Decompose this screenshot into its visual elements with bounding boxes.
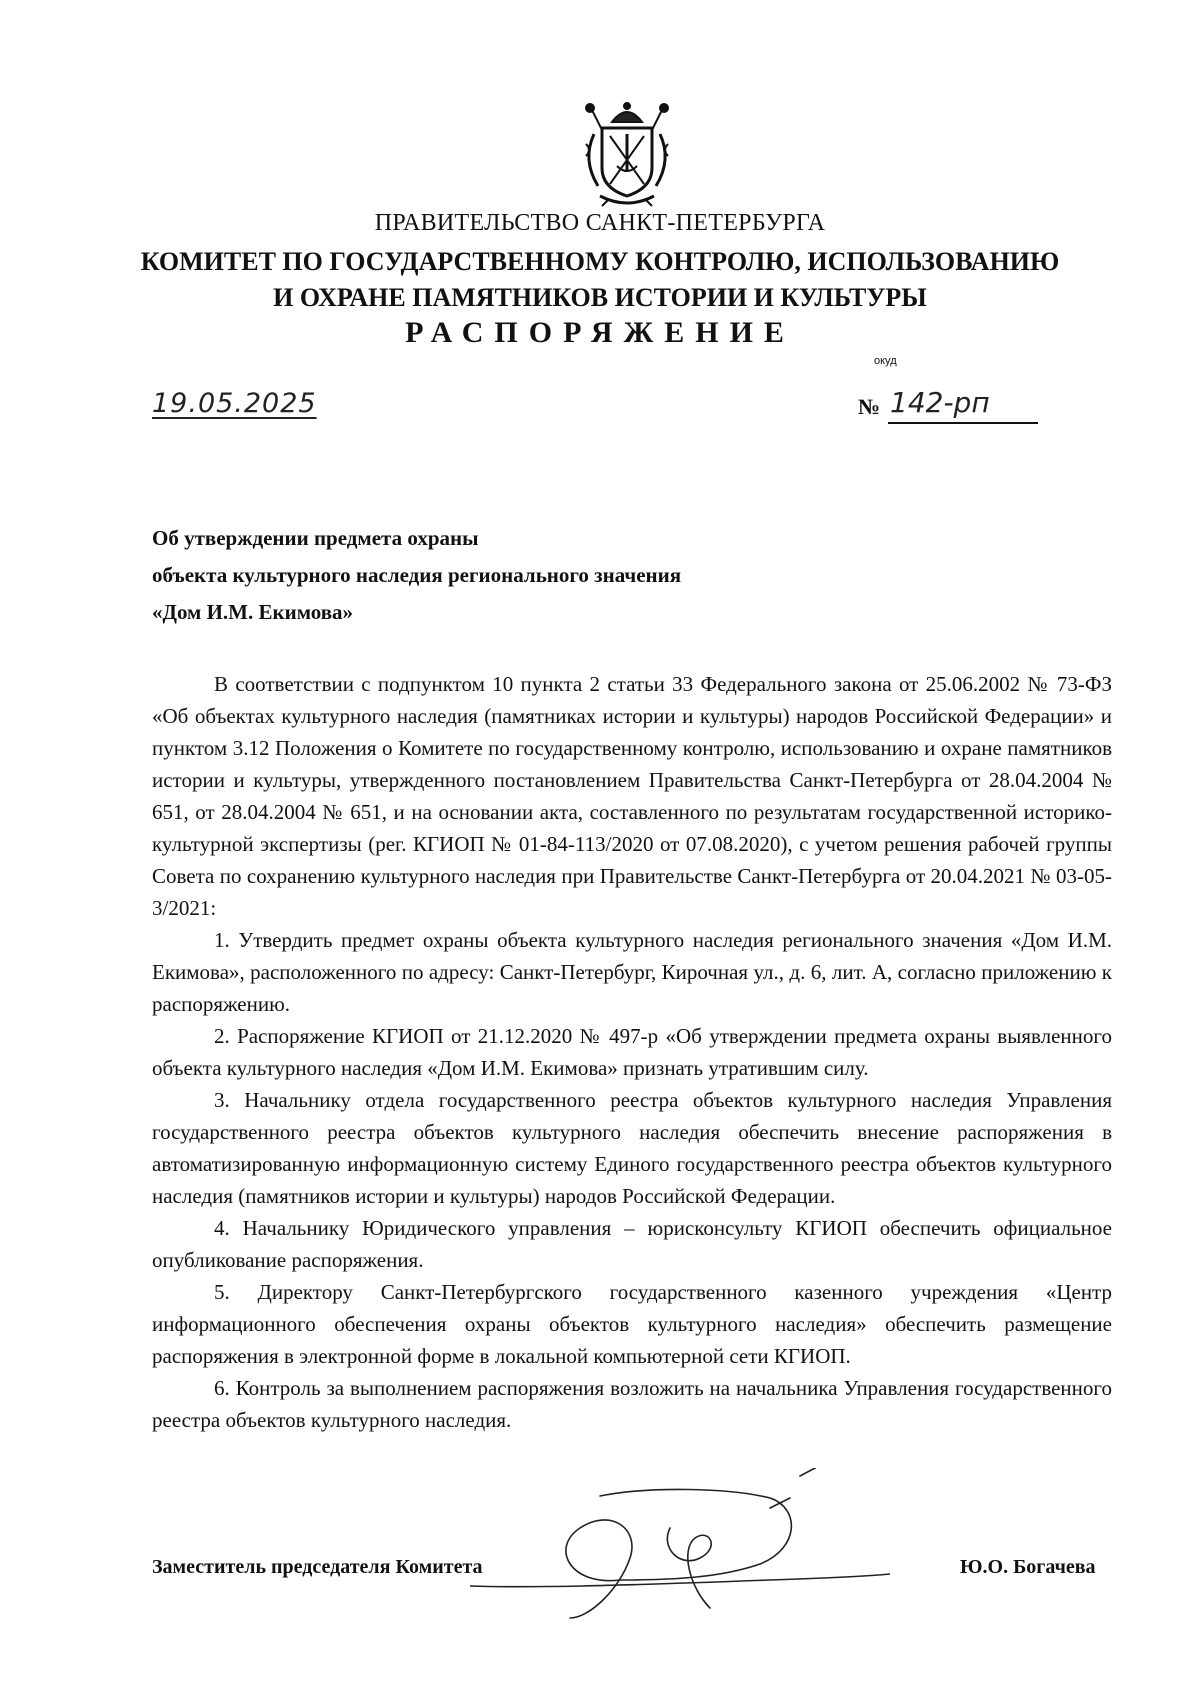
preamble-paragraph: В соответствии с подпунктом 10 пункта 2 статьи 33 Федерального закона от 25.06.2002 № 73-ФЗ «Об объектах культурного наследия (памятниках истории и культуры) народов Российской Федерации» и пунктом 3.12 Положения о Комитете по государственному контролю, использованию и охране памятников истории и культуры, утвержденного постановлением Правительства Санкт-Петербурга от 28.04.2004 № 651, от 28.04.2004 № 651, и на основании акта, составленного по результатам государственной историко-культурной экспертизы (рег. КГИОП № 01-84-113/2020 от 07.08.2020), с учетом решения рабочей группы Совета по сохранению культурного наследия при Правительстве Санкт-Петербурга от 20.04.2021 № 03-05-3/2021: <box>152 672 1112 920</box>
order-item-2: 2. Распоряжение КГИОП от 21.12.2020 № 497-р «Об утверждении предмета охраны выявленного объекта культурного наследия «Дом И.М. Екимова» признать утратившим силу. <box>152 1024 1112 1080</box>
order-item-4: 4. Начальнику Юридического управления – юрисконсульту КГИОП обеспечить официальное опубликование распоряжения. <box>152 1216 1112 1272</box>
signatory-name: Ю.О. Богачева <box>960 1556 1096 1578</box>
subject-line1: Об утверждении предмета охраны <box>152 526 479 550</box>
number-sign: № <box>858 394 881 419</box>
signatory-position: Заместитель председателя Комитета <box>152 1556 483 1578</box>
document-number-block <box>858 386 1044 430</box>
document-type-title: РАСПОРЯЖЕНИЕ <box>405 316 795 349</box>
handwritten-signature <box>470 1468 890 1628</box>
committee-name <box>0 244 1200 316</box>
order-item-5: 5. Директору Санкт-Петербургского государственного казенного учреждения «Центр информационного обеспечения охраны объектов культурного наследия» обеспечить размещение распоряжения в электронной форме в локальной компьютерной сети КГИОП. <box>152 1280 1112 1368</box>
order-item-1: 1. Утвердить предмет охраны объекта культурного наследия регионального значения «Дом И.М. Екимова», расположенного по адресу: Санкт-Петербург, Кирочная ул., д. 6, лит. А, согласно приложению к распоряжению. <box>152 928 1112 1016</box>
order-item-3: 3. Начальнику отдела государственного реестра объектов культурного наследия Управления государственного реестра объектов культурного наследия обеспечить внесение распоряжения в автоматизированную информационную систему Единого государственного реестра объектов культурного наследия (памятников истории и культуры) народов Российской Федерации. <box>152 1088 1112 1208</box>
committee-name-line1: КОМИТЕТ ПО ГОСУДАРСТВЕННОМУ КОНТРОЛЮ, ИСПОЛЬЗОВАНИЮ <box>140 247 1060 276</box>
government-name: ПРАВИТЕЛЬСТВО САНКТ-ПЕТЕРБУРГА <box>374 210 826 236</box>
okud-label: окуд <box>874 355 897 367</box>
document-date: 19.05.2025 <box>152 388 317 419</box>
order-item-6: 6. Контроль за выполнением распоряжения возложить на начальника Управления государственного реестра объектов культурного наследия. <box>152 1376 1112 1432</box>
document-number: 142-рп <box>890 386 990 419</box>
subject-line3: «Дом И.М. Екимова» <box>152 600 354 624</box>
committee-name-line2: И ОХРАНЕ ПАМЯТНИКОВ ИСТОРИИ И КУЛЬТУРЫ <box>273 283 927 312</box>
subject-line2: объекта культурного наследия регионального значения <box>152 563 682 587</box>
coat-of-arms-emblem <box>572 100 682 208</box>
document-body <box>152 668 1112 1436</box>
document-subject <box>152 520 681 631</box>
number-underline <box>888 422 1038 424</box>
